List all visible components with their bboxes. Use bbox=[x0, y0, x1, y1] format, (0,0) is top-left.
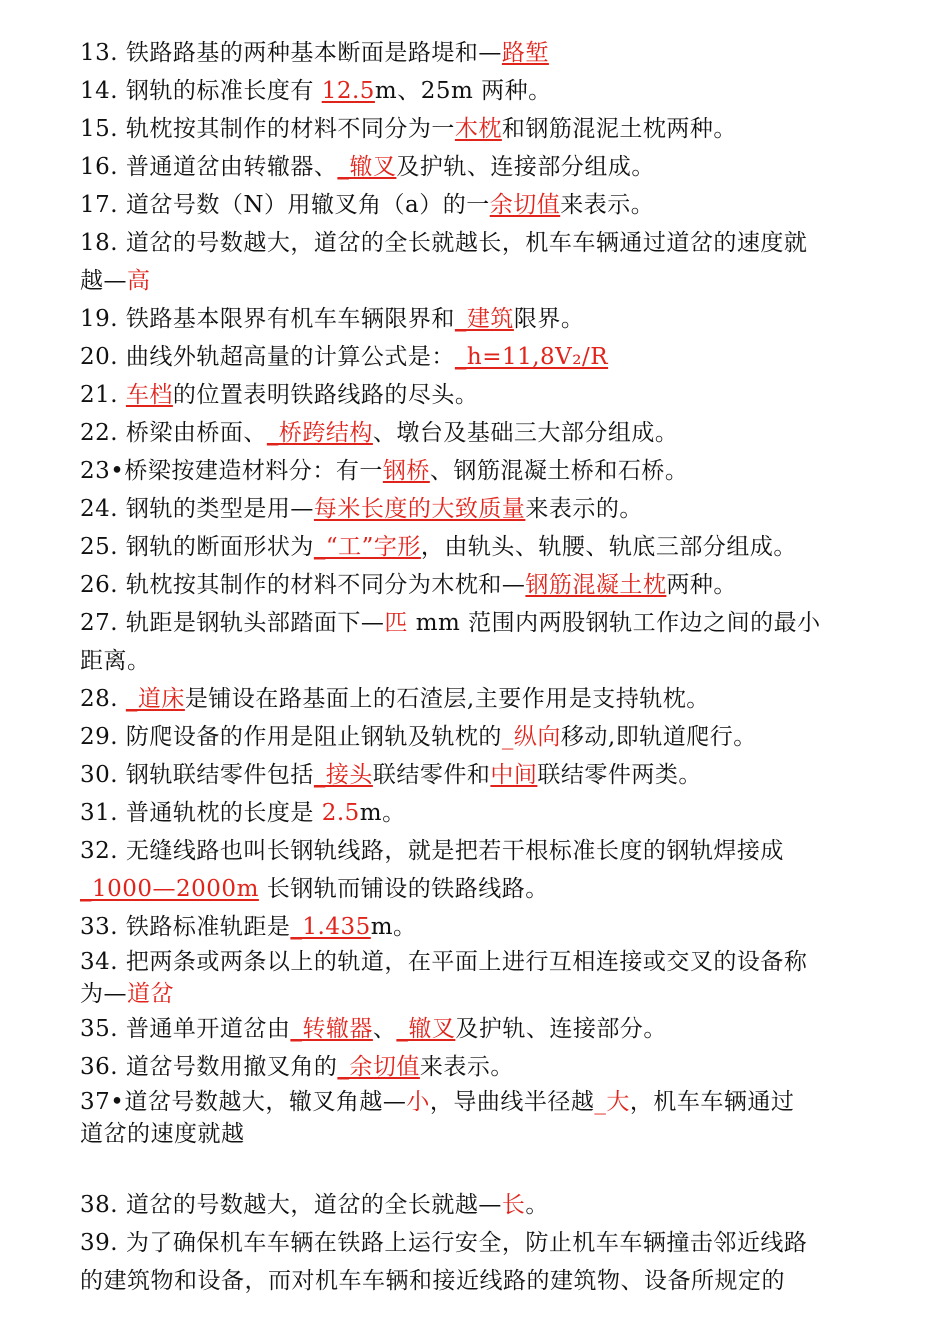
question-text: 22. 桥梁由桥面、 bbox=[80, 420, 267, 446]
question-text: 来表示的。 bbox=[525, 496, 643, 522]
question-text: 距离。 bbox=[80, 648, 151, 674]
question-text: 限界。 bbox=[513, 306, 585, 332]
answer-text: _1.435 bbox=[290, 914, 371, 940]
question-text: 来表示。 bbox=[419, 1054, 514, 1080]
text-line bbox=[80, 946, 880, 978]
answer-text: 每米长度的大致质量 bbox=[313, 496, 526, 522]
text-line bbox=[80, 34, 880, 72]
answer-text: 钢桥 bbox=[382, 458, 430, 484]
text-line bbox=[80, 528, 880, 566]
text-line bbox=[80, 1118, 880, 1150]
answer-text: 路堑 bbox=[501, 40, 549, 66]
answer-text: _道床 bbox=[125, 686, 185, 712]
blank-line bbox=[80, 1150, 880, 1186]
question-text: 29. 防爬设备的作用是阻止钢轨及轨枕的 bbox=[80, 724, 502, 750]
question-text: 17. 道岔号数（N）用辙叉角（a）的一 bbox=[80, 192, 490, 218]
answer-text: 钢筋混凝土枕 bbox=[525, 572, 667, 598]
question-text: 19. 铁路基本限界有机车车辆限界和 bbox=[80, 306, 455, 332]
answer-text: 车档 bbox=[125, 382, 173, 408]
question-text: 21. bbox=[80, 382, 126, 408]
text-line bbox=[80, 72, 880, 110]
answer-text: _接头 bbox=[313, 762, 373, 788]
question-text: 13. 铁路路基的两种基本断面是路堤和— bbox=[80, 40, 502, 66]
question-text: 是铺设在路基面上的石渣层,主要作用是支持轨枕。 bbox=[184, 686, 710, 712]
question-text: 及护轨、连接部分组成。 bbox=[396, 154, 655, 180]
question-text: m、25m 两种。 bbox=[374, 78, 552, 104]
answer-text: _余切值 bbox=[337, 1054, 420, 1080]
question-text: 联结零件和 bbox=[372, 762, 491, 788]
question-text: 的位置表明铁路线路的尽头。 bbox=[172, 382, 479, 408]
question-text: 两种。 bbox=[666, 572, 737, 598]
question-text: ，由轨头、轨腰、轨底三部分组成。 bbox=[420, 534, 797, 560]
text-line bbox=[80, 1048, 880, 1086]
text-line bbox=[80, 262, 880, 300]
text-line bbox=[80, 376, 880, 414]
question-text: 15. 轨枕按其制作的材料不同分为一 bbox=[80, 116, 455, 142]
question-text: 26. 轨枕按其制作的材料不同分为木枕和— bbox=[80, 572, 526, 598]
question-text: 长钢轨而铺设的铁路线路。 bbox=[258, 876, 549, 902]
text-line bbox=[80, 794, 880, 832]
question-text: 31. 普通轨枕的长度是 bbox=[80, 800, 322, 826]
question-text: 35. 普通单开道岔由 bbox=[80, 1016, 291, 1042]
answer-text: 高 bbox=[127, 268, 151, 294]
question-text: 33. 铁路标准轨距是 bbox=[80, 914, 291, 940]
question-text: 、墩台及基础三大部分组成。 bbox=[372, 420, 679, 446]
text-line bbox=[80, 224, 880, 262]
text-line bbox=[80, 110, 880, 148]
text-line bbox=[80, 1186, 880, 1224]
question-text: 27. 轨距是钢轨头部踏面下— bbox=[80, 610, 385, 636]
question-text: 30. 钢轨联结零件包括 bbox=[80, 762, 314, 788]
question-text: 16. 普通道岔由转辙器、 bbox=[80, 154, 338, 180]
answer-text: 木枕 bbox=[454, 116, 502, 142]
question-text: 24. 钢轨的类型是用— bbox=[80, 496, 314, 522]
text-line bbox=[80, 414, 880, 452]
question-text: 的建筑物和设备，而对机车车辆和接近线路的建筑物、设备所规定的 bbox=[80, 1268, 785, 1294]
answer-text: _转辙器 bbox=[290, 1016, 373, 1042]
question-text: ，导曲线半径越 bbox=[429, 1089, 595, 1115]
question-text: 39. 为了确保机车车辆在铁路上运行安全，防止机车车辆撞击邻近线路 bbox=[80, 1230, 808, 1256]
question-text: 23•桥梁按建造材料分：有一 bbox=[80, 458, 383, 484]
question-text: ，机车车辆通过 bbox=[629, 1089, 795, 1115]
answer-text: _辙叉 bbox=[396, 1016, 456, 1042]
text-line bbox=[80, 452, 880, 490]
question-text: 及护轨、连接部分。 bbox=[455, 1016, 667, 1042]
question-text: 、钢筋混凝土桥和石桥。 bbox=[429, 458, 689, 484]
answer-text: _h=11,8V₂/R bbox=[454, 344, 609, 370]
answer-text: _纵向 bbox=[501, 724, 561, 750]
text-line bbox=[80, 1224, 880, 1262]
question-text: 38. 道岔的号数越大，道岔的全长就越— bbox=[80, 1192, 502, 1218]
question-text: 联结零件两类。 bbox=[537, 762, 702, 788]
answer-text: 12.5 bbox=[321, 78, 375, 104]
question-text: 37•道岔号数越大，辙叉角越— bbox=[80, 1089, 407, 1115]
text-line bbox=[80, 642, 880, 680]
question-text: 和钢筋混泥土枕两种。 bbox=[501, 116, 737, 142]
text-line bbox=[80, 718, 880, 756]
question-text: 移动,即轨道爬行。 bbox=[560, 724, 757, 750]
question-text: 14. 钢轨的标准长度有 bbox=[80, 78, 322, 104]
text-line bbox=[80, 1010, 880, 1048]
text-line bbox=[80, 338, 880, 376]
answer-text: _大 bbox=[594, 1089, 630, 1115]
question-text: 18. 道岔的号数越大，道岔的全长就越长，机车车辆通过道岔的速度就 bbox=[80, 230, 808, 256]
text-line bbox=[80, 1086, 880, 1118]
answer-text: _建筑 bbox=[454, 306, 514, 332]
question-text: 32. 无缝线路也叫长钢轨线路，就是把若干根标准长度的钢轨焊接成 bbox=[80, 838, 784, 864]
question-text: 28. bbox=[80, 686, 126, 712]
question-text: 20. 曲线外轨超高量的计算公式是： bbox=[80, 344, 455, 370]
text-line bbox=[80, 490, 880, 528]
text-line bbox=[80, 870, 880, 908]
text-line bbox=[80, 832, 880, 870]
question-text: m。 bbox=[359, 800, 406, 826]
text-line bbox=[80, 756, 880, 794]
question-text: 、 bbox=[372, 1016, 397, 1042]
answer-text: 道岔 bbox=[127, 981, 174, 1007]
text-line bbox=[80, 680, 880, 718]
question-text: 来表示。 bbox=[560, 192, 655, 218]
answer-text: 2.5 bbox=[321, 800, 360, 826]
question-text: 为— bbox=[80, 981, 127, 1007]
text-line bbox=[80, 978, 880, 1010]
question-text: 34. 把两条或两条以上的轨道，在平面上进行互相连接或交叉的设备称 bbox=[80, 949, 808, 975]
question-text: 。 bbox=[525, 1192, 549, 1218]
document-page bbox=[80, 34, 880, 1300]
text-line bbox=[80, 566, 880, 604]
question-text: 36. 道岔号数用撤叉角的 bbox=[80, 1054, 338, 1080]
answer-text: 匹 bbox=[384, 610, 408, 636]
text-line bbox=[80, 186, 880, 224]
question-text: 道岔的速度就越 bbox=[80, 1121, 245, 1147]
answer-text: 长 bbox=[501, 1192, 526, 1218]
text-line bbox=[80, 908, 880, 946]
answer-text: 余切值 bbox=[489, 192, 561, 218]
answer-text: _1000—2000m bbox=[80, 876, 259, 902]
answer-text: 中间 bbox=[490, 762, 538, 788]
answer-text: 小 bbox=[406, 1089, 430, 1115]
question-text: 越— bbox=[80, 268, 127, 294]
answer-text: _“工”字形 bbox=[313, 534, 421, 560]
answer-text: _桥跨结构 bbox=[266, 420, 373, 446]
text-line bbox=[80, 604, 880, 642]
question-text: 25. 钢轨的断面形状为 bbox=[80, 534, 314, 560]
text-line bbox=[80, 1262, 880, 1300]
question-text: m。 bbox=[370, 914, 417, 940]
answer-text: _辙叉 bbox=[337, 154, 397, 180]
question-text: mm 范围内两股钢轨工作边之间的最小 bbox=[407, 610, 821, 636]
text-line bbox=[80, 148, 880, 186]
text-line bbox=[80, 300, 880, 338]
